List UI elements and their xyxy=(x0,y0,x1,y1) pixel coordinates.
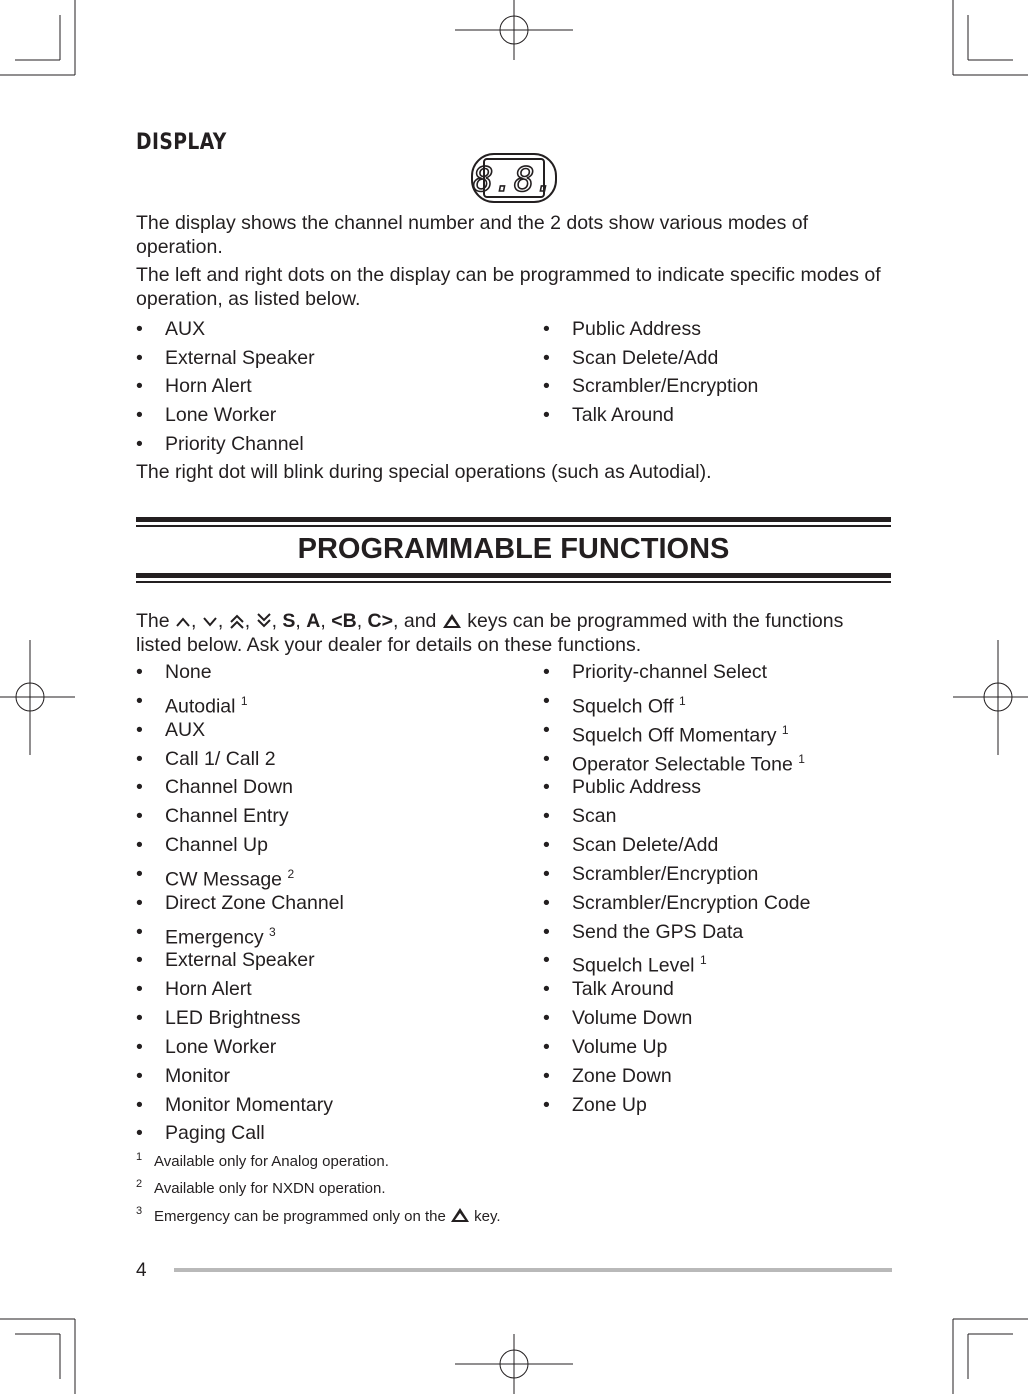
bullet: • xyxy=(543,318,550,340)
footer-rule xyxy=(174,1268,892,1272)
bullet: • xyxy=(543,719,550,741)
bullet: • xyxy=(136,949,143,971)
display-paragraph-2: The left and right dots on the display can be programmed to indicate specific modes of operation, as listed below. xyxy=(136,264,881,310)
page-number: 4 xyxy=(136,1260,147,1281)
bullet: • xyxy=(136,375,143,397)
bullet: • xyxy=(136,834,143,856)
display-paragraph-1: The display shows the channel number and the 2 dots show various modes of operation. xyxy=(136,212,809,258)
key-a-label: A xyxy=(306,610,321,632)
bullet: • xyxy=(543,661,550,683)
bullet: • xyxy=(136,1007,143,1029)
bullet: • xyxy=(136,661,143,683)
functions-intro: The , , , , S, A, <B, C>, and keys can be programmed with the functions listed below. Ask your dealer for details on these functions. xyxy=(136,610,844,656)
bullet: • xyxy=(543,1036,550,1058)
emergency-key-icon xyxy=(442,613,462,629)
footnote-number: 2 xyxy=(136,1178,143,1190)
key-c-label: C> xyxy=(367,610,394,632)
title-rule-top-thin xyxy=(136,525,891,527)
bullet: • xyxy=(136,347,143,369)
bullet: • xyxy=(543,921,550,943)
bullet: • xyxy=(543,1007,550,1029)
bullet: • xyxy=(136,748,143,770)
bullet: • xyxy=(543,834,550,856)
bullet: • xyxy=(136,863,143,885)
bullet: • xyxy=(543,776,550,798)
title-rule-bottom-thin xyxy=(136,581,891,583)
title-rule-top-thick xyxy=(136,517,891,522)
lcd-display-illustration xyxy=(471,153,557,203)
bullet: • xyxy=(543,404,550,426)
double-down-key-icon xyxy=(256,613,272,629)
lcd-digits: 8.8. xyxy=(473,160,555,200)
bullet: • xyxy=(136,318,143,340)
bullet: • xyxy=(543,690,550,712)
bullet: • xyxy=(136,892,143,914)
key-s-label: S xyxy=(282,610,296,632)
double-up-key-icon xyxy=(229,613,245,629)
up-key-icon xyxy=(175,615,191,629)
bullet: • xyxy=(543,892,550,914)
footnote-number: 3 xyxy=(136,1205,143,1217)
footnote-3: Emergency can be programmed only on the key. xyxy=(154,1208,501,1225)
display-note: The right dot will blink during special operations (such as Autodial). xyxy=(136,461,712,483)
bullet: • xyxy=(136,776,143,798)
footnote-number: 1 xyxy=(136,1151,143,1163)
bullet: • xyxy=(136,690,143,712)
bullet: • xyxy=(136,719,143,741)
bullet: • xyxy=(136,404,143,426)
emergency-key-icon xyxy=(450,1207,470,1223)
bullet: • xyxy=(136,805,143,827)
section-heading-display: DISPLAY xyxy=(136,130,227,155)
bullet: • xyxy=(136,1094,143,1116)
key-b-label: <B xyxy=(331,610,357,632)
bullet: • xyxy=(136,433,143,455)
bullet: • xyxy=(543,375,550,397)
down-key-icon xyxy=(202,615,218,629)
bullet: • xyxy=(543,949,550,971)
bullet: • xyxy=(136,1036,143,1058)
title-rule-bottom-thick xyxy=(136,573,891,578)
footnote-1: Available only for Analog operation. xyxy=(154,1153,389,1170)
bullet: • xyxy=(543,978,550,1000)
bullet: • xyxy=(543,748,550,770)
bullet: • xyxy=(136,1122,143,1144)
section-title-programmable-functions: PROGRAMMABLE FUNCTIONS xyxy=(297,533,730,565)
bullet: • xyxy=(136,978,143,1000)
bullet: • xyxy=(543,1065,550,1087)
bullet: • xyxy=(543,347,550,369)
footnote-2: Available only for NXDN operation. xyxy=(154,1180,386,1197)
bullet: • xyxy=(543,805,550,827)
bullet: • xyxy=(136,1065,143,1087)
bullet: • xyxy=(136,921,143,943)
bullet: • xyxy=(543,863,550,885)
bullet: • xyxy=(543,1094,550,1116)
